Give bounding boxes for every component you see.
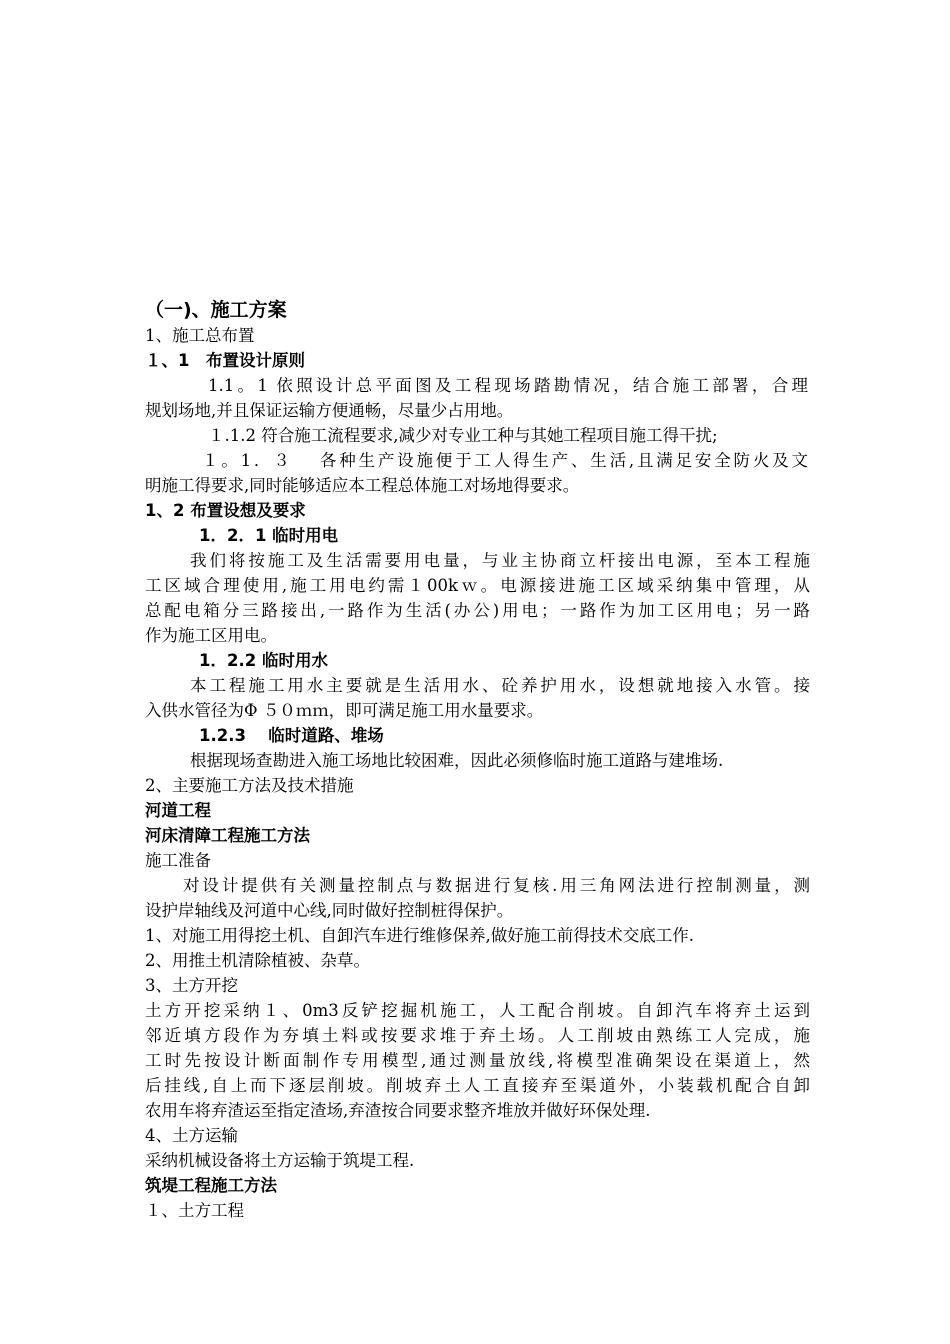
paragraph-line: １。1．３ 各种生产设施便于工人得生产、生活,且满足安全防火及文 [202,451,808,470]
list-item: 3、土方开挖 [145,976,238,995]
paragraph-line: 作为施工区用电。 [145,626,277,645]
paragraph-line: 入供水管径为Φ ５０ｍｍ，即可满足施工用水量要求。 [145,701,544,720]
heading-temporary-power: 1．2．1 临时用电 [199,526,339,545]
heading-river-works: 河道工程 [145,801,211,820]
paragraph-line: 明施工得要求,同时能够适应本工程总体施工对场地得要求。 [145,476,580,495]
paragraph-line: 设护岸轴线及河道中心线,同时做好控制桩得保护。 [145,901,514,920]
paragraph-line: 本工程施工用水主要就是生活用水、砼养护用水，设想就地接入水管。接 [190,676,810,695]
heading-general-layout: 1、施工总布置 [145,326,255,345]
paragraph-line: 总配电箱分三路接出,一路作为生活(办公)用电；一路作为加工区用电；另一路 [145,601,810,620]
heading-preparation: 施工准备 [145,851,211,870]
paragraph-line: １.1.2 符合施工流程要求,减少对专业工种与其她工程项目施工得干扰; [208,426,718,445]
list-item: 2、用推土机清除植被、杂草。 [145,951,370,970]
paragraph-line: 土方开挖采纳１、0m3反铲挖掘机施工，人工配合削坡。自卸汽车将弃土运到 [145,1001,810,1020]
heading-temporary-roads: 1.2.3 临时道路、堆场 [199,726,384,745]
paragraph-line: 工时先按设计断面制作专用模型,通过测量放线,将模型准确架设在渠道上，然 [145,1051,810,1070]
heading-design-principles: １、1 布置设计原则 [145,351,305,370]
paragraph-line: 根据现场查勘进入施工场地比较困难，因此必须修临时施工道路与建堆场. [190,751,724,770]
heading-temporary-water: 1．2.2 临时用水 [199,651,328,670]
heading-layout-plan: 1、2 布置设想及要求 [145,501,306,520]
paragraph-line: 对设计提供有关测量控制点与数据进行复核.用三角网法进行控制测量，测 [183,876,810,895]
paragraph-line: 我们将按施工及生活需要用电量，与业主协商立杆接出电源，至本工程施 [190,551,810,570]
section-heading: （一)、施工方案 [145,299,287,321]
paragraph-line: 规划场地,并且保证运输方便通畅，尽量少占用地。 [145,401,514,420]
paragraph-line: 农用车将弃渣运至指定渣场,弃渣按合同要求整齐堆放并做好环保处理. [145,1101,651,1120]
heading-dike-works: 筑堤工程施工方法 [145,1176,277,1195]
paragraph-line: 邻近填方段作为夯填土料或按要求堆于弃土场。人工削坡由熟练工人完成，施 [145,1026,810,1045]
list-item: 1、对施工用得挖土机、自卸汽车进行维修保养,做好施工前得技术交底工作. [145,926,694,945]
paragraph-line: 1.1。1 依照设计总平面图及工程现场踏勘情况，结合施工部署，合理 [208,376,808,395]
paragraph-line: 后挂线,自上而下逐层削坡。削坡弃土人工直接弃至渠道外，小装载机配合自卸 [145,1076,810,1095]
heading-riverbed-clearing: 河床清障工程施工方法 [145,826,310,845]
heading-main-methods: 2、主要施工方法及技术措施 [145,776,354,795]
paragraph-line: 工区域合理使用,施工用电约需１00kｗ。电源接进施工区域采纳集中管理，从 [145,576,810,595]
paragraph-line: 采纳机械设备将土方运输于筑堤工程. [145,1151,415,1170]
list-item: １、土方工程 [145,1201,244,1220]
list-item: 4、土方运输 [145,1126,238,1145]
